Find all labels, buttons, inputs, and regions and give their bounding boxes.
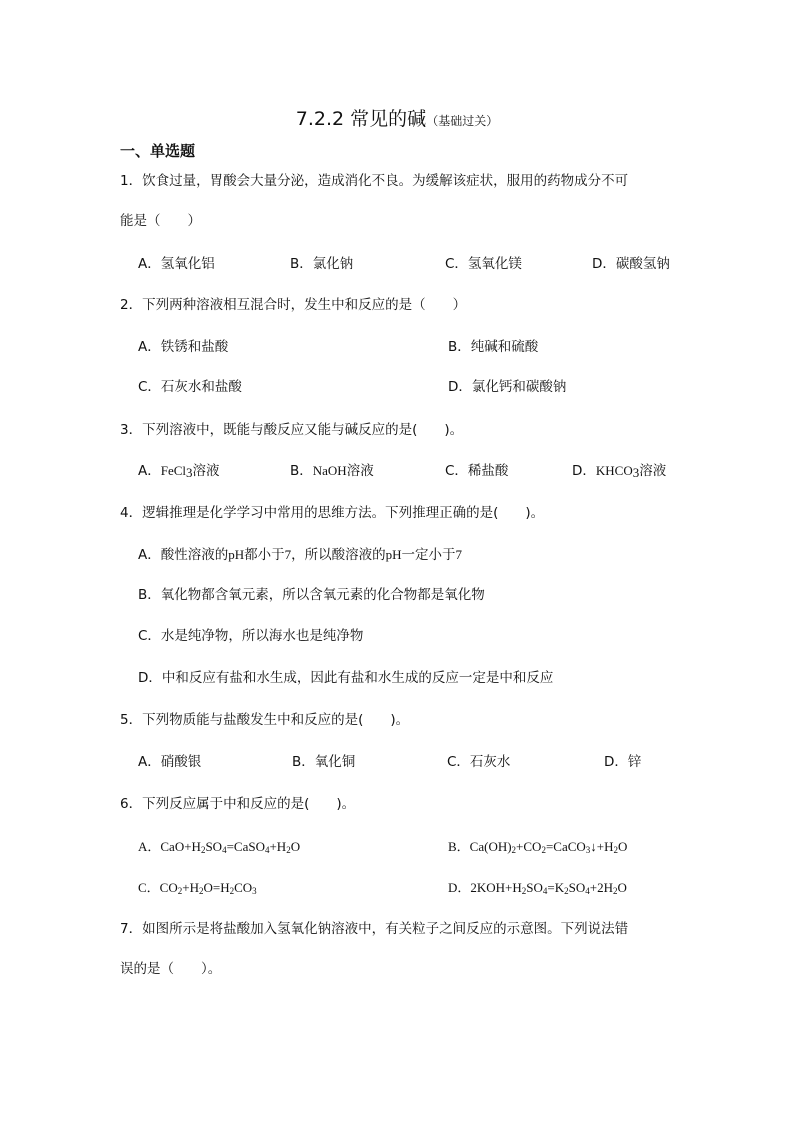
question-6-option-b: B．$Ca(OH)_2+CO_2=CaCO_3↓+H_2O$ <box>448 839 628 855</box>
title-main: 7.2.2 常见的碱 <box>295 108 427 130</box>
question-2-option-d: D．氯化钙和碳酸钠 <box>448 379 567 395</box>
question-2-option-b: B．纯碱和硫酸 <box>448 339 539 355</box>
page-title <box>0 104 794 131</box>
question-1-line-1: 1．饮食过量，胃酸会大量分泌，造成消化不良。为缓解该症状，服用的药物成分不可 <box>120 173 629 189</box>
question-7-line-1: 7．如图所示是将盐酸加入氢氧化钠溶液中，有关粒子之间反应的示意图。下列说法错 <box>120 921 629 937</box>
question-1-option-c: C．氢氧化镁 <box>445 256 522 272</box>
title-sub: （基础过关） <box>426 114 499 128</box>
question-3-option-b: B．NaOH溶液 <box>290 463 374 479</box>
question-4-option-d: D．中和反应有盐和水生成，因此有盐和水生成的反应一定是中和反应 <box>138 670 554 686</box>
question-4-option-b: B．氧化物都含氧元素，所以含氧元素的化合物都是氧化物 <box>138 587 485 603</box>
question-4-stem: 4．逻辑推理是化学学习中常用的思维方法。下列推理正确的是( )。 <box>120 505 545 521</box>
question-3-option-a: A．FeCl$_3$溶液 <box>138 463 220 480</box>
question-3-option-c: C．稀盐酸 <box>445 463 509 479</box>
question-6-stem: 6．下列反应属于中和反应的是( )。 <box>120 796 356 812</box>
question-1-option-a: A．氢氧化铝 <box>138 256 215 272</box>
section-heading: 一、单选题 <box>120 142 196 160</box>
question-4-option-c: C．水是纯净物，所以海水也是纯净物 <box>138 628 364 644</box>
question-4-option-a: A．酸性溶液的pH都小于7，所以酸溶液的pH一定小于7 <box>138 547 463 563</box>
question-5-option-a: A．硝酸银 <box>138 754 202 770</box>
question-5-option-d: D．锌 <box>604 754 642 770</box>
question-2-option-a: A．铁锈和盐酸 <box>138 339 229 355</box>
question-2-option-c: C．石灰水和盐酸 <box>138 379 242 395</box>
question-2-stem: 2．下列两种溶液相互混合时，发生中和反应的是（ ） <box>120 297 467 313</box>
question-6-option-a: A．$CaO+H_2SO_4=CaSO_4+H_2O$ <box>138 839 301 855</box>
question-5-option-b: B．氧化铜 <box>292 754 356 770</box>
question-7-line-2: 误的是（ ）。 <box>120 961 222 977</box>
question-6-option-c: C．$CO_2+H_2O=H_2CO_3$ <box>138 880 257 896</box>
question-6-option-d: D．$2KOH+H_2SO_4=K_2SO_4+2H_2O$ <box>448 880 627 896</box>
question-3-stem: 3．下列溶液中，既能与酸反应又能与碱反应的是( )。 <box>120 422 464 438</box>
question-1-option-b: B．氯化钠 <box>290 256 354 272</box>
question-1-option-d: D．碳酸氢钠 <box>592 256 670 272</box>
question-5-stem: 5．下列物质能与盐酸发生中和反应的是( )。 <box>120 712 410 728</box>
question-1-line-2: 能是（ ） <box>120 213 201 229</box>
question-5-option-c: C．石灰水 <box>447 754 511 770</box>
question-3-option-d: D．$KHCO_3$溶液 <box>572 463 667 480</box>
